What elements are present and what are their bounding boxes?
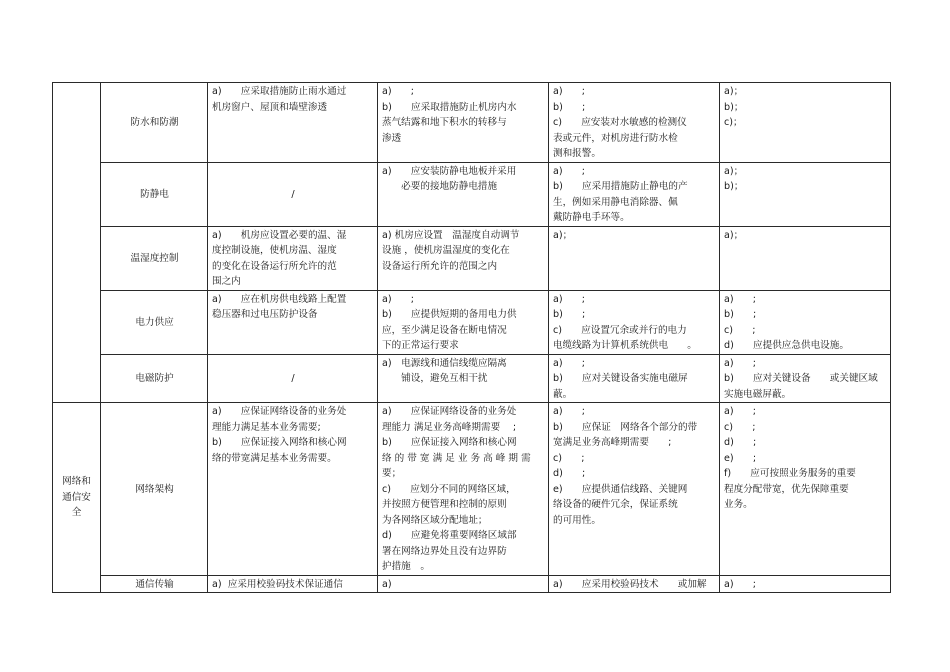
requirement-line: a) [382, 578, 392, 590]
requirement-line: a)； [724, 86, 744, 97]
requirement-cell-level-1 [208, 290, 378, 354]
control-item-name: 温湿度控制 [101, 226, 208, 290]
requirement-line: c) ; [724, 324, 756, 336]
requirement-line: b) 应提供短期的备用电力供 [382, 309, 517, 320]
control-item-name: 防水和防潮 [101, 83, 208, 163]
requirement-line: 业务。 [724, 499, 753, 510]
table-row [53, 575, 891, 593]
requirement-line: d) ; [724, 437, 757, 448]
requirement-line: a) 应保证网络设备的业务处 [382, 406, 517, 417]
requirement-line: a) ; [553, 165, 586, 177]
requirement-line: 护措施 。 [382, 561, 430, 572]
requirement-line: a) 应保证网络设备的业务处 [212, 406, 347, 417]
requirement-line: 络的带宽满足基本业务需要。 [212, 452, 337, 464]
requirement-line: d) ; [553, 468, 586, 479]
requirement-line: a) ; [553, 357, 586, 369]
requirement-line: 设施 ，使机房温湿度的变化在 [382, 245, 510, 256]
requirement-cell-level-4 [720, 354, 891, 403]
table-row [53, 403, 891, 576]
requirement-line: 稳压器和过电压防护设备 [212, 309, 318, 320]
requirement-line: a) ; [553, 86, 586, 97]
requirement-line: b) ; [553, 101, 586, 113]
requirement-line: 理能力 满足业务高峰期需要 ; [382, 421, 517, 433]
requirement-line: a) 机房应设置 温湿度自动调节 [382, 229, 520, 241]
control-item-name: 通信传输 [101, 575, 208, 593]
requirement-line: c) ; [553, 452, 585, 464]
requirement-cell-level-4 [720, 162, 891, 226]
requirement-line: b)； [724, 181, 744, 192]
requirement-cell-level-3 [549, 290, 720, 354]
requirement-line: 设备运行所允许的范围之内 [382, 260, 498, 272]
requirement-cell-level-2 [378, 83, 549, 163]
requirement-line: 的变化在设备运行所允许的范 [212, 260, 337, 272]
requirement-line: a) ; [382, 86, 415, 97]
table-row [53, 290, 891, 354]
requirement-line: 下的正常运行要求 [382, 340, 459, 351]
requirement-line: 络 的 带 宽 满 足 业 务 高 峰 期 需 [382, 452, 531, 464]
requirement-line: a) 电源线和通信线缆应隔离 [382, 357, 507, 369]
requirement-line: a)； [724, 229, 744, 241]
requirement-line: a) ; [724, 578, 757, 590]
requirement-line: a)； [724, 165, 744, 177]
requirement-line: 度控制设施，使机房温、湿度 [212, 245, 337, 256]
requirement-cell-level-2 [378, 354, 549, 403]
requirement-cell-level-1 [208, 226, 378, 290]
table-row [53, 226, 891, 290]
requirement-cell-level-2 [378, 575, 549, 593]
requirement-line: b) ; [724, 309, 757, 320]
requirement-line: a)； [553, 229, 573, 241]
requirement-cell-level-3 [549, 162, 720, 226]
requirement-line: b) 应保证 网络各个部分的带 [553, 421, 698, 433]
category-cell-network: 网络和通信安全 [53, 403, 101, 593]
requirement-line: 实施电磁屏蔽。 [724, 388, 792, 400]
requirement-line: c) ; [724, 421, 756, 433]
requirement-line: a) ; [724, 293, 757, 305]
requirement-line: c)； [724, 117, 743, 128]
requirement-cell-level-1 [208, 83, 378, 163]
requirement-cell-level-3 [549, 226, 720, 290]
table-row [53, 83, 891, 163]
requirement-line: 程度分配带宽，优先保障重要 [724, 483, 849, 495]
requirement-line: 蒸气结露和地下积水的转移与 [382, 117, 507, 128]
requirement-line: 渗透 [382, 132, 402, 144]
requirement-cell-level-2 [378, 162, 549, 226]
requirement-line: a) ; [382, 293, 415, 305]
requirement-line: 并按照方便管理和控制的原则 [382, 499, 507, 510]
requirement-line: b) 应采用措施防止静电的产 [553, 181, 688, 192]
requirement-cell-level-1 [208, 403, 378, 576]
table-row [53, 162, 891, 226]
requirement-cell-level-4 [720, 575, 891, 593]
requirement-line: c) 应安装对水敏感的检测仪 [553, 117, 687, 128]
requirement-cell-level-1 [208, 354, 378, 403]
requirement-line: 蔽。 [553, 388, 573, 400]
requirement-line: 铺设，避免互相干扰 [382, 373, 488, 384]
requirement-line: a) 应安装防静电地板并采用 [382, 165, 517, 177]
requirement-cell-level-4 [720, 290, 891, 354]
requirement-line: a) 机房应设置必要的温、湿 [212, 229, 347, 241]
control-item-name: 电力供应 [101, 290, 208, 354]
control-item-name: 电磁防护 [101, 354, 208, 403]
requirement-cell-level-1 [208, 575, 378, 593]
requirement-line: d) 应提供应急供电设施。 [724, 340, 849, 351]
requirement-line: a) 应采用校验码技术保证通信 [212, 578, 343, 590]
requirement-line: 宽满足业务高峰期需要 ; [553, 437, 672, 448]
requirement-cell-level-3 [549, 575, 720, 593]
requirement-line: 为各网络区域分配地址； [382, 514, 488, 526]
requirement-line: 要； [382, 468, 402, 479]
requirement-line: a) ; [553, 293, 586, 305]
requirement-cell-level-2 [378, 226, 549, 290]
requirement-line: 应，至少满足设备在断电情况 [382, 324, 507, 336]
requirement-cell-level-3 [549, 403, 720, 576]
requirement-line: b) 应对关键设备 或关键区域 [724, 373, 878, 384]
requirement-cell-level-3 [549, 354, 720, 403]
requirement-line: 电缆线路为计算机系统供电 。 [553, 340, 697, 351]
requirement-cell-level-3 [549, 83, 720, 163]
requirement-line: e) ; [724, 452, 757, 464]
category-cell-empty [53, 83, 101, 403]
requirement-line: 必要的接地防静电措施 [382, 181, 498, 192]
requirement-line: 络设备的硬件冗余，保证系统 [553, 499, 678, 510]
requirement-line: b) ; [553, 309, 586, 320]
requirement-cell-level-2 [378, 290, 549, 354]
control-item-name: 防静电 [101, 162, 208, 226]
requirement-line: 测和报警。 [553, 148, 601, 159]
requirement-line: b) 应保证接入网络和核心网 [212, 437, 347, 448]
control-item-name: 网络架构 [101, 403, 208, 576]
requirement-line: b)； [724, 101, 744, 113]
requirement-line: b) 应保证接入网络和核心网 [382, 437, 517, 448]
requirement-line: 理能力满足基本业务需要; [212, 421, 321, 433]
requirement-line: a) ; [724, 406, 757, 417]
requirement-line: e) 应提供通信线路、关键网 [553, 483, 688, 495]
requirement-line: 戴防静电手环等。 [553, 212, 630, 223]
requirement-line: 表或元件，对机房进行防水检 [553, 132, 678, 144]
requirement-cell-level-4 [720, 226, 891, 290]
requirement-line: 的可用性。 [553, 514, 601, 526]
requirement-cell-level-4 [720, 83, 891, 163]
requirement-cell-level-4 [720, 403, 891, 576]
security-requirements-table [52, 82, 891, 593]
requirement-line: b) 应对关键设备实施电磁屏 [553, 373, 688, 384]
requirement-line: 围之内 [212, 276, 241, 287]
requirement-line: d) 应避免将重要网络区域部 [382, 530, 517, 541]
requirement-line: f) 应可按照业务服务的重要 [724, 468, 856, 479]
table-row [53, 354, 891, 403]
requirement-line: a) 应在机房供电线路上配置 [212, 293, 347, 305]
requirement-line: a) ; [553, 406, 586, 417]
requirement-line: b) 应采取措施防止机房内水 [382, 101, 517, 113]
requirement-line: c) 应划分不同的网络区域， [382, 483, 516, 495]
requirement-line: c) 应设置冗余或并行的电力 [553, 324, 687, 336]
requirement-cell-level-1 [208, 162, 378, 226]
requirement-line: 机房窗户、屋顶和墙壁渗透 [212, 101, 328, 113]
requirement-line: a) ; [724, 357, 757, 369]
requirement-cell-level-2 [378, 403, 549, 576]
requirement-line: a) 应采用校验码技术 或加解 [553, 578, 707, 590]
requirement-line: 署在网络边界处且没有边界防 [382, 545, 507, 557]
requirement-line: 生，例如采用静电消除器、佩 [553, 196, 678, 208]
requirement-line: a) 应采取措施防止雨水通过 [212, 86, 347, 97]
requirement-line: / [291, 188, 295, 200]
requirement-line: / [291, 373, 295, 384]
